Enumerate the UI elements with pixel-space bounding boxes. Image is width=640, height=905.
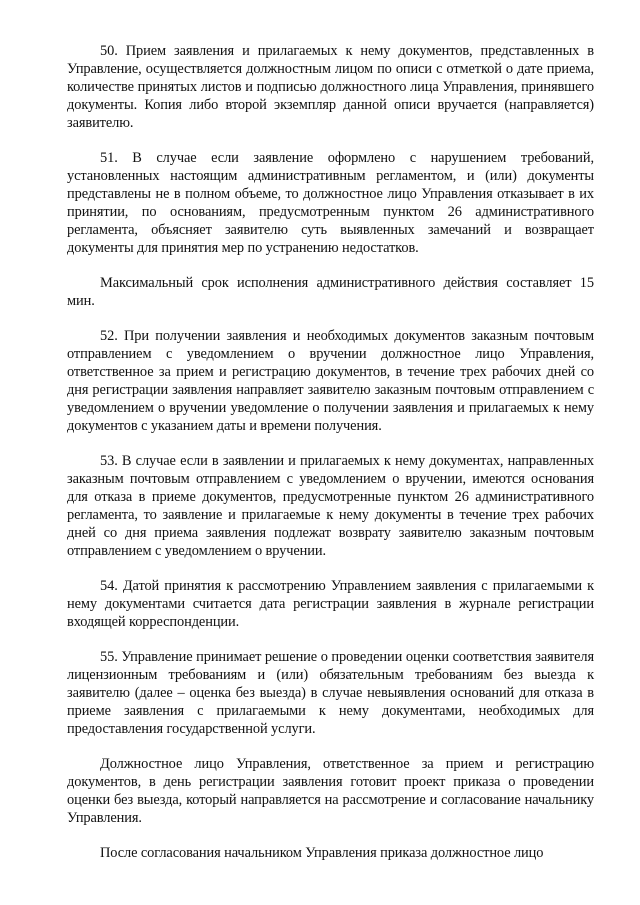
paragraph-52: 52. При получении заявления и необходимых документов заказным почтовым отправлением с уведомлением о вручении должностное лицо Управления, ответственное за прием и регистрацию документов, в течение трех рабочих дней со дня регистрации заявления направляет заявителю заказным почтовым отправлением с уведомлением о вручении уведомление о получении заявления и прилагаемых к нему документов с указанием даты и времени получения. [67,328,594,434]
paragraph-53: 53. В случае если в заявлении и прилагаемых к нему документах, направленных заказным почтовым отправлением с уведомлением о вручении, имеются основания для отказа в приеме документов, предусмотренные пунктом 26 административного регламента, то заявление и прилагаемые к нему документы в течение трех рабочих дней со дня приема заявления подлежат возврату заявителю заказным почтовым отправлением с уведомлением о вручении. [67,453,594,559]
paragraph-after-approval: После согласования начальником Управления приказа должностное лицо [100,845,544,861]
paragraph-50: 50. Прием заявления и прилагаемых к нему документов, представленных в Управление, осуществляется должностным лицом по описи с отметкой о дате приема, количестве принятых листов и подписью должностного лица Управления, принявшего документы. Копия либо второй экземпляр данной описи вручается (направляется) заявителю. [67,43,594,131]
paragraph-max-time: Максимальный срок исполнения административного действия составляет 15 мин. [67,275,594,309]
paragraph-official: Должностное лицо Управления, ответственное за прием и регистрацию документов, в день регистрации заявления готовит проект приказа о проведении оценки без выезда, который направляется на рассмотрение и согласование начальнику Управления. [67,756,594,826]
paragraph-55: 55. Управление принимает решение о проведении оценки соответствия заявителя лицензионным требованиям и (или) обязательным требованиям без выезда к заявителю (далее – оценка без выезда) в случае невыявления оснований для отказа в приеме заявления с прилагаемыми к нему документами, необходимых для предоставления государственной услуги. [67,649,594,737]
paragraph-54: 54. Датой принятия к рассмотрению Управлением заявления с прилагаемыми к нему документами считается дата регистрации заявления в журнале регистрации входящей корреспонденции. [67,578,594,630]
paragraph-51: 51. В случае если заявление оформлено с нарушением требований, установленных настоящим административным регламентом, и (или) документы представлены не в полном объеме, то должностное лицо Управления отказывает в их принятии, по основаниям, предусмотренным пунктом 26 административного регламента, объясняет заявителю суть выявленных замечаний и возвращает документы для принятия мер по устранению недостатков. [67,150,594,256]
